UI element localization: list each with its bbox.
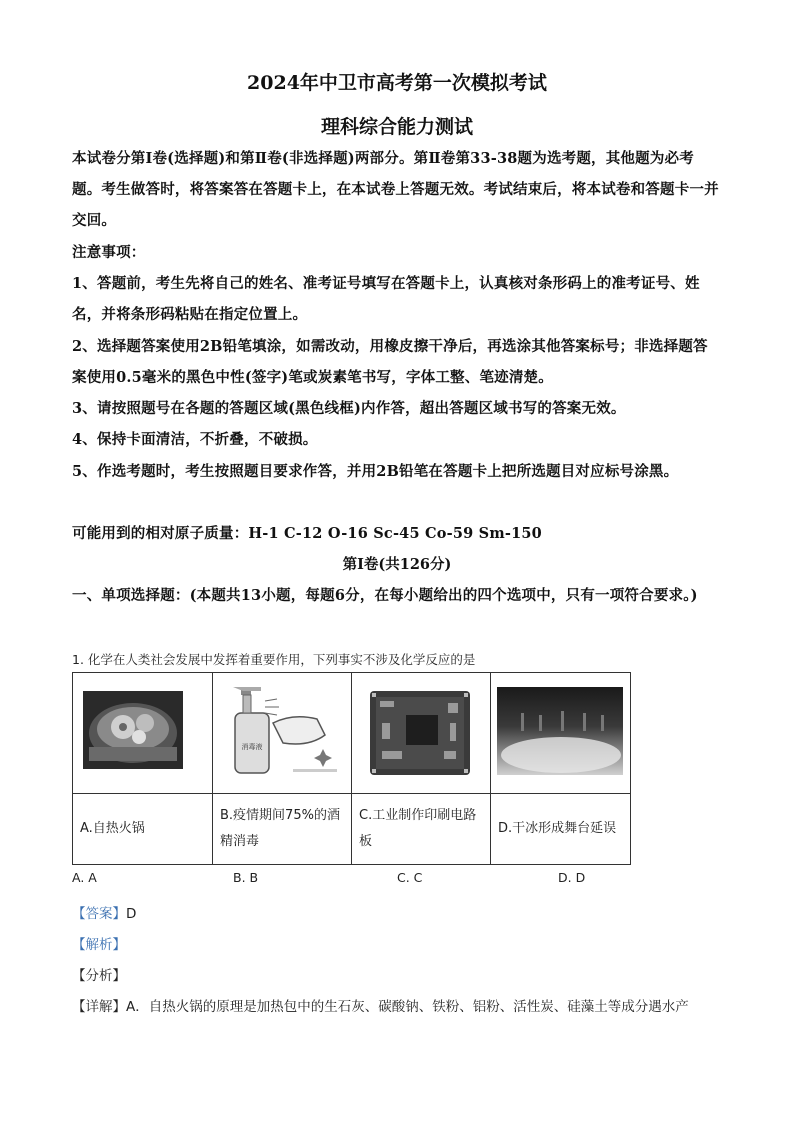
answer-label: 【答案】 [72,906,126,922]
notice-heading: 注意事项： [72,244,146,261]
choice-a: A. A [72,870,97,885]
atomic-mass-line: 可能用到的相对原子质量：H-1 C-12 O-16 Sc-45 Co-59 Sm-150 [72,525,542,542]
answer-value: D [126,906,137,922]
detail-text: A．自热火锅的原理是加热包中的生石灰、碳酸钠、铁粉、铝粉、活性炭、硅藻土等成分遇水产 [126,999,689,1015]
detail-line [72,995,732,1015]
analysis-label: 【解析】 [72,937,126,953]
question-1-stem: 1. 化学在人类社会发展中发挥着重要作用，下列事实不涉及化学反应的是 [72,652,476,667]
part-one-heading: 一、单项选择题：(本题共13小题，每题6分，在每小题给出的四个选项中，只有一项符合要求。) [72,587,698,604]
option-b-image-cell [213,673,352,794]
intro-paragraph: 本试卷分第Ⅰ卷(选择题)和第Ⅱ卷(非选择题)两部分。第Ⅱ卷第33-38题为选考题，其他题为必考题。考生做答时，将答案答在答题卡上，在本试卷上答题无效。考试结束后，将本试卷和答题卡一并交回。 [72,150,719,229]
section-title: 第Ⅰ卷(共126分) [342,556,452,573]
dry-ice-stage-image [491,673,630,789]
option-d-label: D.干冰形成舞台延误 [491,794,631,865]
option-b-label: B.疫情期间75%的酒精消毒 [213,794,352,865]
option-d-image-cell [491,673,631,794]
fenxi-line [72,964,126,984]
bottle-label: 消毒液 [241,743,263,751]
question-1-options-table [72,672,631,865]
notice-item-5: 5、作选考题时，考生按照题目要求作答，并用2B铅笔在答题卡上把所选题目对应标号涂黑。 [72,463,679,480]
exam-title: 2024年中卫市高考第一次模拟考试 [247,72,547,94]
exam-subtitle: 理科综合能力测试 [320,116,473,138]
choice-c: C. C [397,870,423,885]
answer-choices [72,870,632,890]
answer-line [72,902,136,922]
notice-item-1: 1、答题前，考生先将自己的姓名、准考证号填写在答题卡上，认真核对条形码上的准考证号、姓名，并将条形码粘贴在指定位置上。 [72,275,700,323]
alcohol-disinfection-image [213,673,351,789]
option-a-image-cell [73,673,213,794]
option-c-image-cell [352,673,491,794]
printed-circuit-board-image [352,673,490,789]
option-a-label: A.自热火锅 [73,794,213,865]
notice-item-4: 4、保持卡面清洁，不折叠，不破损。 [72,431,318,448]
notice-item-3: 3、请按照题号在各题的答题区域(黑色线框)内作答，超出答题区域书写的答案无效。 [72,400,626,417]
self-heating-hotpot-image [73,673,212,789]
choice-b: B. B [233,870,259,885]
fenxi-label: 【分析】 [72,968,126,984]
option-c-label: C.工业制作印刷电路板 [352,794,491,865]
choice-d: D. D [558,870,586,885]
analysis-line [72,933,126,953]
detail-label: 【详解】 [72,999,126,1015]
notice-item-2: 2、选择题答案使用2B铅笔填涂，如需改动，用橡皮擦干净后，再选涂其他答案标号；非选择题答案使用0.5毫米的黑色中性(签字)笔或炭素笔书写，字体工整、笔迹清楚。 [72,338,708,386]
